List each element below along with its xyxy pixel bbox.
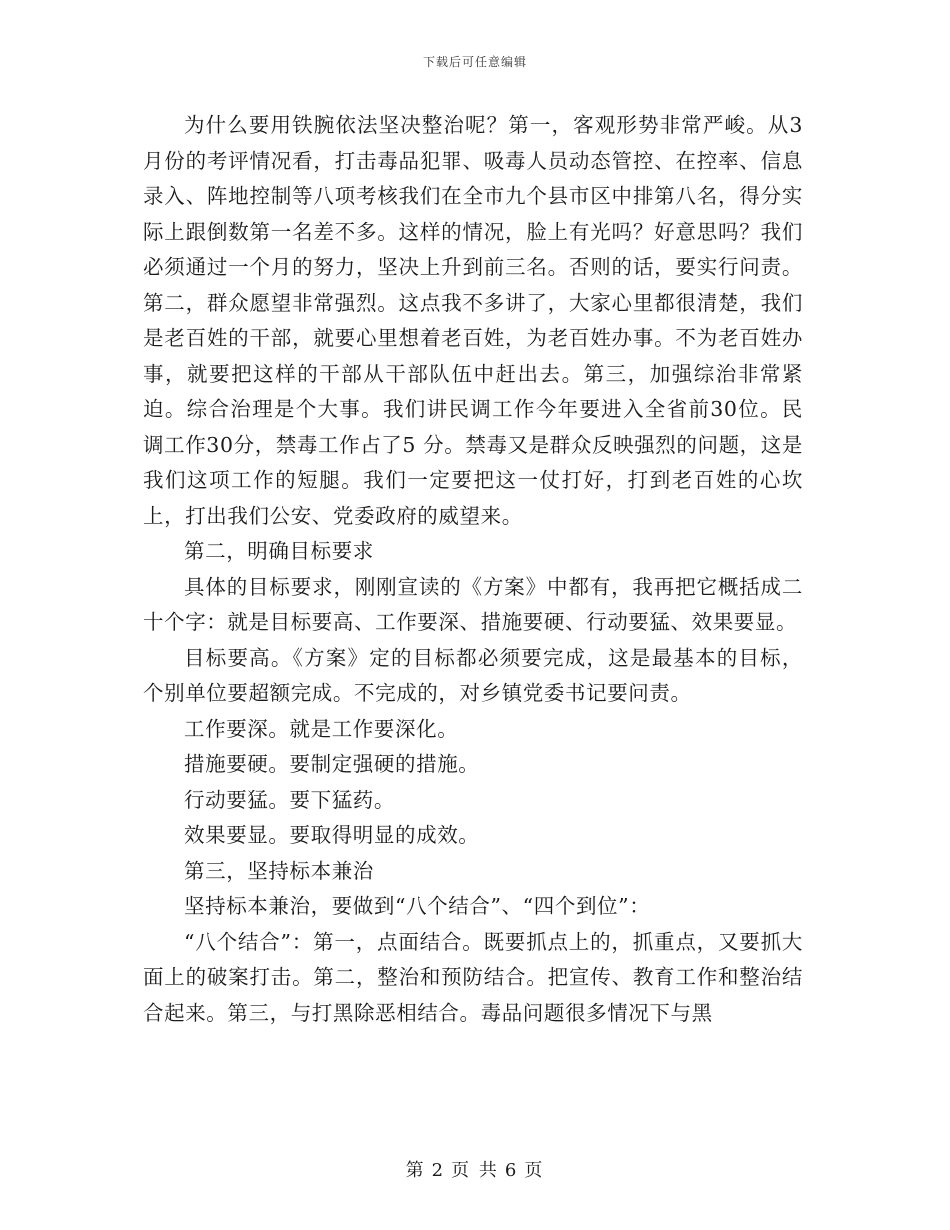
footer-total-pages: 6: [504, 1160, 519, 1181]
paragraph-7: 效果要显。要取得明显的成效。: [184, 823, 480, 847]
footer-mid: 页 共: [451, 1160, 499, 1181]
paragraph-1: 为什么要用铁腕依法坚决整治呢？第一，客观形势非常严峻。从3月份的考评情况看，打击毒品犯罪、吸毒人员动态管控、在控率、信息录入、阵地控制等八项考核我们在全市九个县市区中排第八名，得分实际上跟倒数第一名差不多。这样的情况，脸上有光吗？好意思吗？我们必须通过一个月的努力，坚决上升到前三名。否则的话，要实行问责。第二，群众愿望非常强烈。这点我不多讲了，大家心里都很清楚，我们是老百姓的干部，就要心里想着老百姓，为老百姓办事。不为老百姓办事，就要把这样的干部从干部队伍中赶出去。第三，加强综治非常紧迫。综合治理是个大事。我们讲民调工作今年要进入全省前30位。民调工作30分，禁毒工作占了5 分。禁毒又是群众反映强烈的问题，这是我们这项工作的短腿。我们一定要把这一仗打好，打到老百姓的心坎上，打出我们公安、党委政府的威望来。: [143, 113, 803, 528]
paragraph-6: 行动要猛。要下猛药。: [184, 787, 395, 812]
document-body: [143, 108, 803, 1031]
section-heading-2: 第二，明确目标要求: [184, 539, 374, 563]
page-header-note: 下载后可任意编辑: [422, 55, 527, 69]
footer-page-number: 2: [431, 1160, 446, 1181]
paragraph-3: 目标要高。《方案》定的目标都必须要完成，这是最基本的目标，个别单位要超额完成。不完成的，对乡镇党委书记要问责。: [143, 645, 803, 705]
paragraph-9: “八个结合”：第一，点面结合。既要抓点上的，抓重点，又要抓大面上的破案打击。第二，整治和预防结合。把宣传、教育工作和整治结合起来。第三，与打黑除恶相结合。毒品问题很多情况下与黑: [143, 929, 803, 1025]
paragraph-8: 坚持标本兼治，要做到“八个结合”、“四个到位”：: [184, 894, 651, 918]
footer-prefix: 第: [405, 1160, 426, 1181]
section-heading-3: 第三，坚持标本兼治: [184, 858, 374, 883]
paragraph-4: 工作要深。就是工作要深化。: [184, 716, 459, 741]
footer-suffix: 页: [524, 1160, 545, 1181]
page-footer: [0, 1156, 950, 1182]
paragraph-2: 具体的目标要求，刚刚宣读的《方案》中都有，我再把它概括成二十个字：就是目标要高、工作要深、措施要硬、行动要猛、效果要显。: [143, 574, 803, 634]
paragraph-5: 措施要硬。要制定强硬的措施。: [184, 752, 480, 776]
